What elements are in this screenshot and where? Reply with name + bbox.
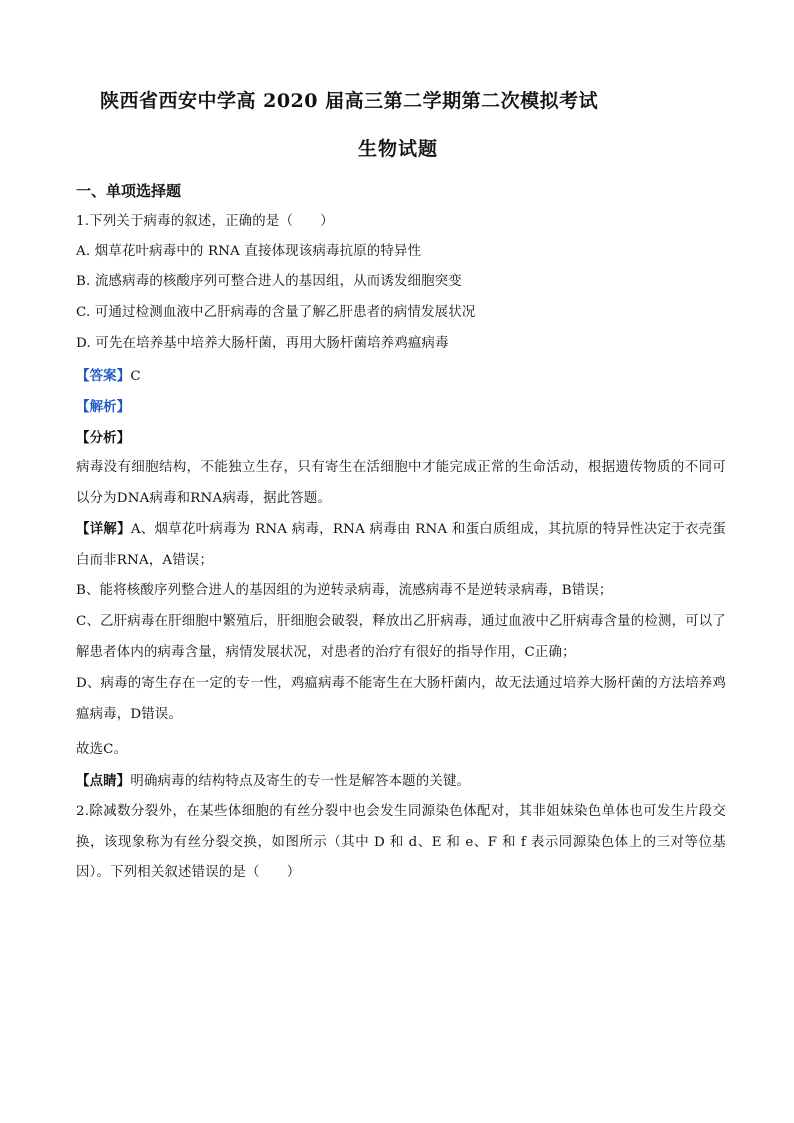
page-subtitle: 生物试题 xyxy=(358,138,439,160)
question-1-option-d: D. 可先在培养基中培养大肠杆菌，再用大肠杆菌培养鸡瘟病毒 xyxy=(76,336,449,351)
question-2-stem: 2.除减数分裂外，在某些体细胞的有丝分裂中也会发生同源染色体配对，其非姐妹染色单体也可发生片段交换，该现象称为有丝分裂交换，如图所示（其中 D 和 d、E 和 e、F 和 f 表示同源染色体上的三对等位基因）。下列相关叙述错误的是（ ） xyxy=(76,804,726,880)
question-1-option-b: B. 流感病毒的核酸序列可整合进人的基因组，从而诱发细胞突变 xyxy=(76,274,462,289)
fenxi-tag xyxy=(76,428,130,449)
detail-c: C、乙肝病毒在肝细胞中繁殖后，肝细胞会破裂，释放出乙肝病毒，通过血液中乙肝病毒含量的检测，可以了解患者体内的病毒含量，病情发展状况，对患者的治疗有很好的指导作用，C正确； xyxy=(76,614,726,660)
detail-a-text: A、烟草花叶病毒为 RNA 病毒，RNA 病毒由 RNA 和蛋白质组成，其抗原的特异性决定于衣壳蛋白而非RNA，A错误； xyxy=(76,522,726,568)
comment-text: 明确病毒的结构特点及寄生的专一性是解答本题的关键。 xyxy=(130,774,471,789)
question-1-option-a: A. 烟草花叶病毒中的 RNA 直接体现该病毒抗原的特异性 xyxy=(76,244,422,259)
answer-tag: 【答案】 xyxy=(76,368,131,384)
question-1-stem: 1.下列关于病毒的叙述，正确的是（ ） xyxy=(76,214,334,229)
detail-tag: 【详解】 xyxy=(76,521,131,537)
section-heading: 一、单项选择题 xyxy=(76,182,182,200)
page-title: 陕西省西安中学高 2020 届高三第二学期第二次模拟考试 xyxy=(100,90,599,112)
detail-a xyxy=(76,514,726,576)
conclusion: 故选C。 xyxy=(76,742,128,757)
comment-line xyxy=(76,771,470,792)
fenxi-text: 病毒没有细胞结构，不能独立生存，只有寄生在活细胞中才能完成正常的生命活动，根据遗传物质的不同可以分为DNA病毒和RNA病毒，据此答题。 xyxy=(76,460,726,506)
analysis-tag xyxy=(76,397,130,418)
question-1-option-c: C. 可通过检测血液中乙肝病毒的含量了解乙肝患者的病情发展状况 xyxy=(76,305,476,320)
fenxi-tag-label: 【分析】 xyxy=(76,430,131,446)
detail-b: B、能将核酸序列整合进人的基因组的为逆转录病毒，流感病毒不是逆转录病毒，B错误； xyxy=(76,583,613,598)
detail-d: D、病毒的寄生存在一定的专一性，鸡瘟病毒不能寄生在大肠杆菌内，故无法通过培养大肠杆菌的方法培养鸡瘟病毒，D错误。 xyxy=(76,676,726,722)
answer-value: C xyxy=(130,369,141,384)
answer-line xyxy=(76,366,141,387)
analysis-tag-label: 【解析】 xyxy=(76,399,131,415)
comment-tag: 【点睛】 xyxy=(76,773,131,789)
